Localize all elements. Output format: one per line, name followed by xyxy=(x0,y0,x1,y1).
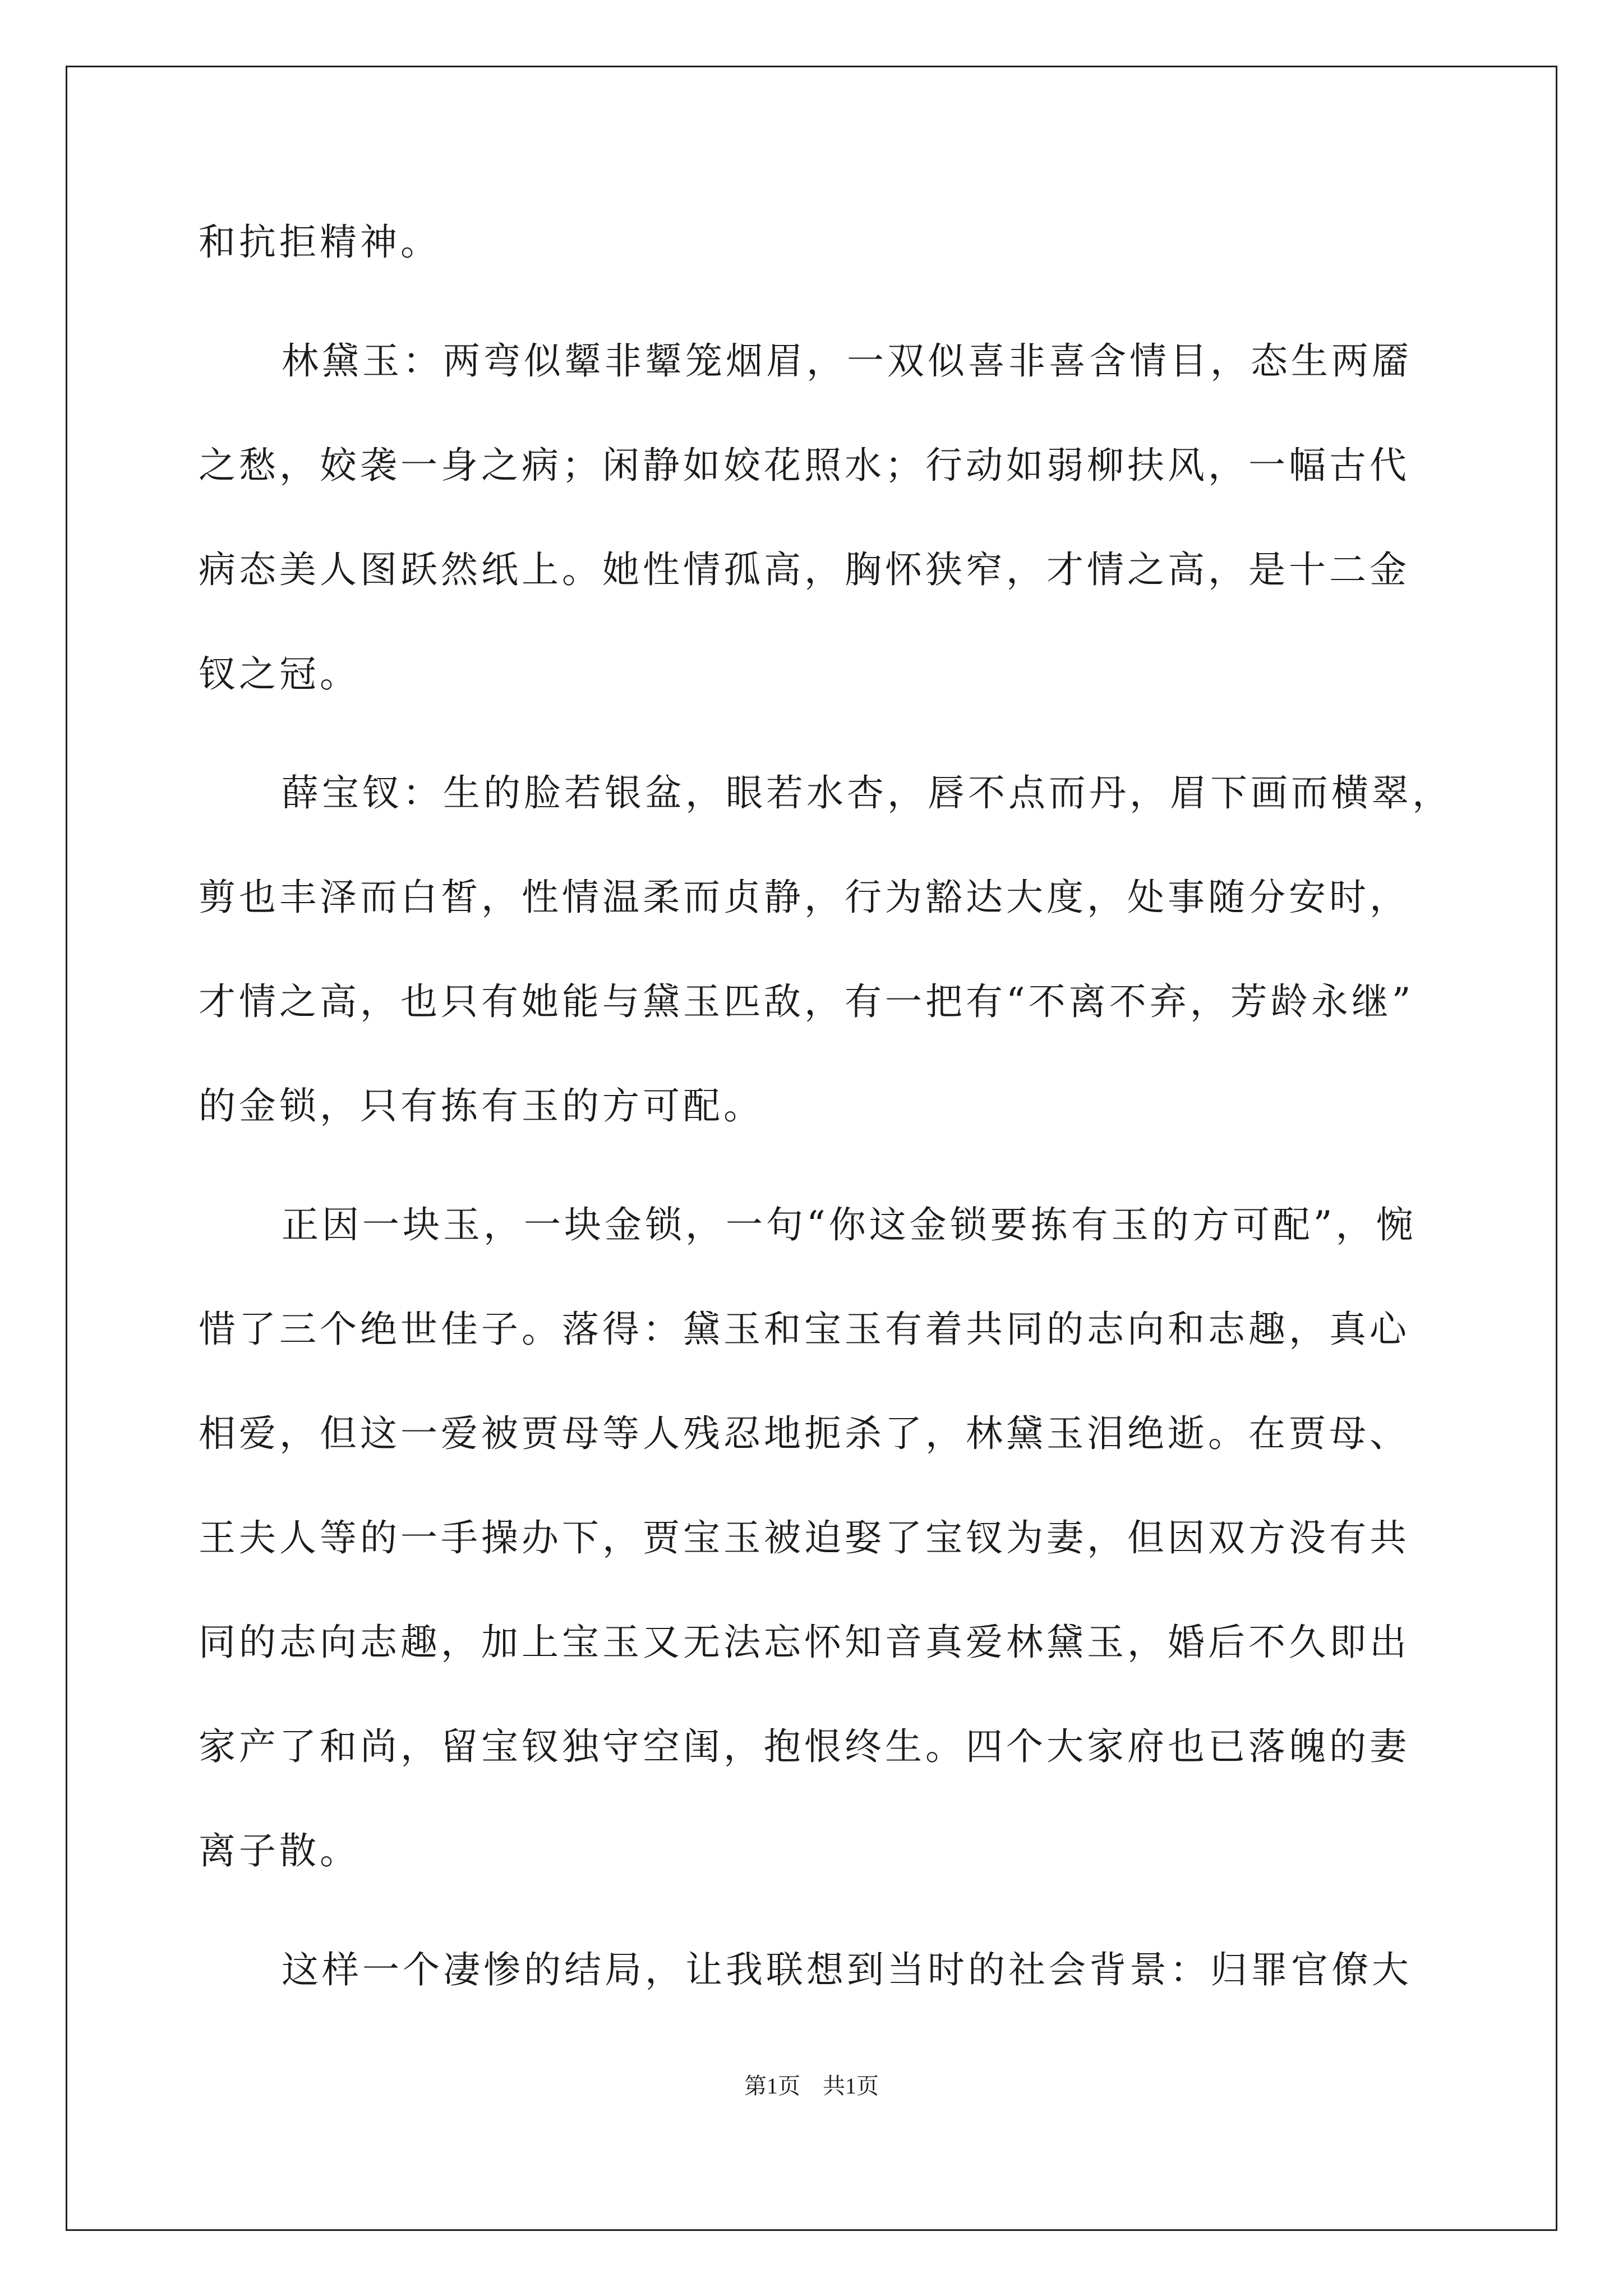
text-line: 王夫人等的一手操办下，贾宝玉被迫娶了宝钗为妻，但因双方没有共 xyxy=(199,1516,1410,1559)
text-line: 剪也丰泽而白皙，性情温柔而贞静，行为豁达大度，处事随分安时， xyxy=(199,876,1410,919)
page-number-total: 共1页 xyxy=(823,2073,879,2099)
text-line: 钗之冠。 xyxy=(199,652,360,696)
text-line: 和抗拒精神。 xyxy=(199,220,441,264)
text-line: 同的志向志趣，加上宝玉又无法忘怀知音真爱林黛玉，婚后不久即出 xyxy=(199,1621,1410,1664)
text-line: 正因一块玉，一块金锁，一句“你这金锁要拣有玉的方可配”，惋 xyxy=(282,1203,1417,1246)
page-number-current: 第1页 xyxy=(744,2073,800,2099)
text-line: 薛宝钗：生的脸若银盆，眼若水杏，唇不点而丹，眉下画而横翠， xyxy=(282,771,1453,815)
page-footer xyxy=(0,2068,1623,2100)
text-line: 家产了和尚，留宝钗独守空闺，抱恨终生。四个大家府也已落魄的妻 xyxy=(199,1725,1410,1768)
text-line: 林黛玉：两弯似颦非颦笼烟眉，一双似喜非喜含情目，态生两靥 xyxy=(282,339,1412,383)
text-line: 相爱，但这一爱被贾母等人残忍地扼杀了，林黛玉泪绝逝。在贾母、 xyxy=(199,1412,1410,1455)
text-line: 这样一个凄惨的结局，让我联想到当时的社会背景：归罪官僚大 xyxy=(282,1948,1412,1991)
text-line: 病态美人图跃然纸上。她性情孤高，胸怀狭窄，才情之高，是十二金 xyxy=(199,548,1410,591)
text-line: 惜了三个绝世佳子。落得：黛玉和宝玉有着共同的志向和志趣，真心 xyxy=(199,1308,1410,1351)
text-line: 之愁，姣袭一身之病；闲静如姣花照水；行动如弱柳扶风，一幅古代 xyxy=(199,444,1410,487)
text-line: 的金锁，只有拣有玉的方可配。 xyxy=(199,1084,764,1128)
text-line: 离子散。 xyxy=(199,1829,360,1872)
text-line: 才情之高，也只有她能与黛玉匹敌，有一把有“不离不弃，芳龄永继” xyxy=(199,980,1414,1023)
